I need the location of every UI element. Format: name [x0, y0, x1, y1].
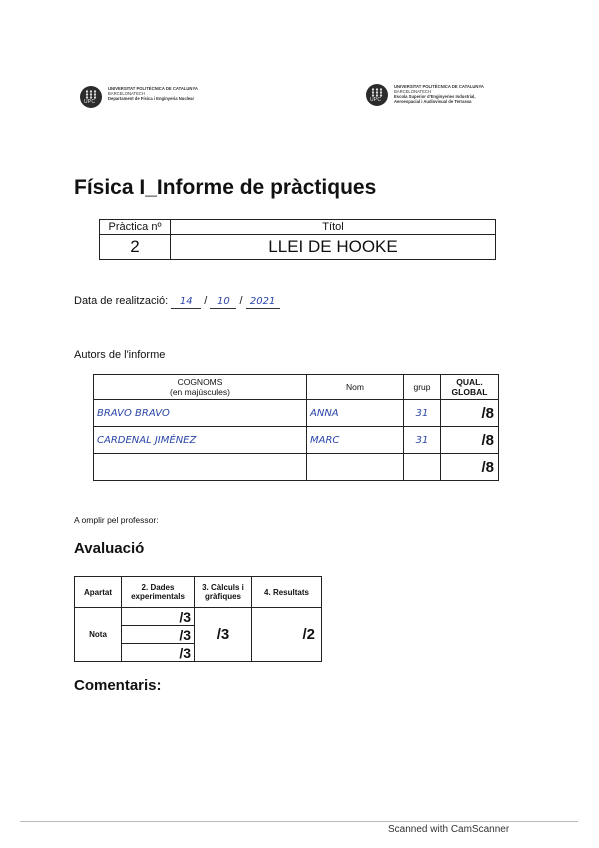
- upc-logo-right: [366, 84, 484, 106]
- date-line: [74, 295, 280, 309]
- eval-header-dades: [122, 577, 195, 608]
- comments-label: Comentaris:: [74, 677, 162, 694]
- eval-header-calculs: [195, 577, 252, 608]
- header-grup: grup: [404, 375, 441, 400]
- eval-dades-score: /3: [122, 626, 195, 644]
- author-grade: /8: [441, 454, 499, 481]
- scanner-watermark: Scanned with CamScanner: [388, 824, 510, 835]
- upc-logo-left: [80, 86, 198, 108]
- eval-header-apartat: Apartat: [75, 577, 122, 608]
- eval-dades-score: /3: [122, 608, 195, 626]
- author-cognoms: [94, 454, 307, 481]
- eval-header-resultats: 4. Resultats: [252, 577, 322, 608]
- logo-right-text: [394, 84, 484, 104]
- logo-left-text: [108, 86, 198, 101]
- header-qual-global: [441, 375, 499, 400]
- practice-title-label: Títol: [171, 220, 496, 235]
- author-row: [94, 400, 499, 427]
- author-grup: 31: [404, 400, 441, 427]
- eval-header-calculs-line2: gràfiques: [204, 592, 241, 601]
- upc-seal-icon: [366, 84, 388, 106]
- author-nom: ANNA: [307, 400, 404, 427]
- logo-right-line4: Aeroespacial i Audiovisual de Terrassa: [394, 99, 472, 104]
- logo-right-line3: Escola Superior d'Enginyeries Industrial,: [394, 94, 476, 99]
- practice-number-label: Pràctica nº: [100, 220, 171, 235]
- author-nom: [307, 454, 404, 481]
- author-cognoms: BRAVO BRAVO: [94, 400, 307, 427]
- date-year: 2021: [246, 296, 280, 309]
- author-grade: /8: [441, 427, 499, 454]
- author-grade: /8: [441, 400, 499, 427]
- practice-table: [99, 219, 496, 260]
- header-qual-line1: QUAL.: [456, 377, 483, 387]
- authors-label: Autors de l'informe: [74, 349, 166, 361]
- author-row: [94, 454, 499, 481]
- header-nom: Nom: [307, 375, 404, 400]
- header-cognoms: [94, 375, 307, 400]
- document-title: Física I_Informe de pràctiques: [74, 176, 377, 199]
- eval-calculs-score: /3: [195, 608, 252, 662]
- logo-right-line1: UNIVERSITAT POLITÈCNICA DE CATALUNYA: [394, 84, 484, 89]
- evaluation-title: Avaluació: [74, 540, 145, 557]
- professor-note: A omplir pel professor:: [74, 515, 159, 525]
- author-grup: [404, 454, 441, 481]
- logo-left-line2: BARCELONATECH: [108, 91, 145, 96]
- logo-right-line2: BARCELONATECH: [394, 89, 431, 94]
- date-sep: /: [239, 295, 243, 307]
- eval-header-dades-line2: experimentals: [131, 592, 185, 601]
- date-day: 14: [171, 296, 201, 309]
- eval-header-dades-line1: 2. Dades: [141, 583, 175, 592]
- header-cognoms-line1: COGNOMS: [177, 377, 223, 387]
- logo-left-line1: UNIVERSITAT POLITÈCNICA DE CATALUNYA: [108, 86, 198, 91]
- eval-dades-score: /3: [122, 644, 195, 662]
- header-cognoms-line2: (en majúscules): [170, 387, 230, 397]
- author-grup: 31: [404, 427, 441, 454]
- evaluation-table: [74, 576, 322, 662]
- eval-resultats-score: /2: [252, 608, 322, 662]
- author-nom: MARC: [307, 427, 404, 454]
- date-month: 10: [210, 296, 236, 309]
- date-label: Data de realització:: [74, 295, 169, 307]
- author-row: [94, 427, 499, 454]
- header-qual-line2: GLOBAL: [451, 387, 488, 397]
- practice-title: LLEI DE HOOKE: [171, 235, 496, 260]
- practice-number: 2: [100, 235, 171, 260]
- upc-seal-icon: [80, 86, 102, 108]
- date-sep: /: [204, 295, 208, 307]
- authors-table: [93, 374, 499, 481]
- scan-edge-divider: [20, 821, 578, 822]
- eval-nota-label: Nota: [75, 608, 122, 662]
- logo-left-line3: Departament de Física i Enginyeria Nuclear: [108, 96, 195, 101]
- author-cognoms: CARDENAL JIMÉNEZ: [94, 427, 307, 454]
- eval-header-calculs-line1: 3. Càlculs i: [202, 583, 244, 592]
